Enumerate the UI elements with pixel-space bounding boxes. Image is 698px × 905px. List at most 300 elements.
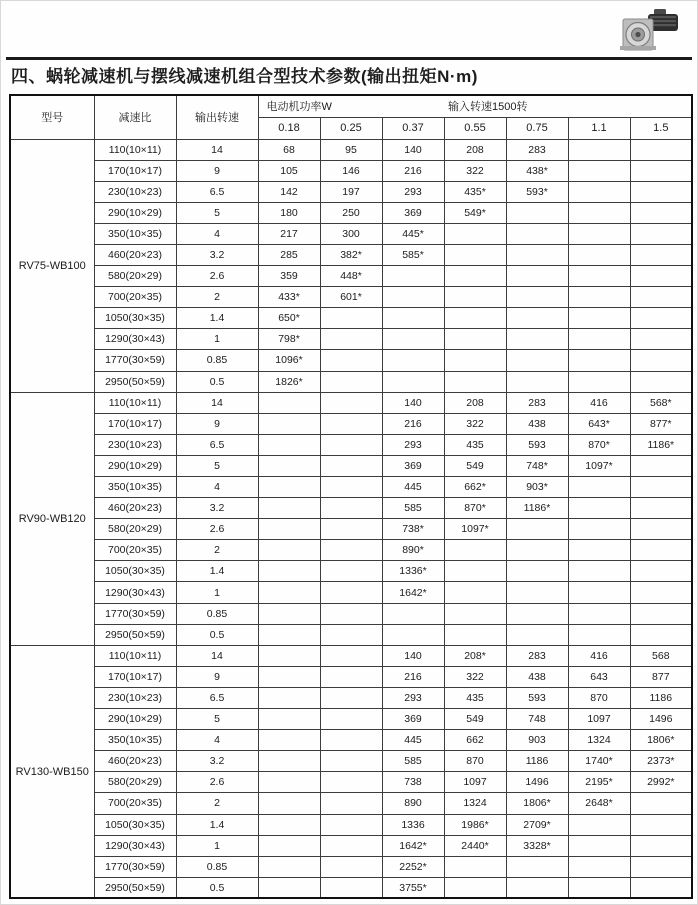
torque-value-cell <box>506 519 568 540</box>
table-row <box>10 181 692 202</box>
torque-value-cell <box>258 498 320 519</box>
torque-value-cell <box>258 582 320 603</box>
table-row <box>10 540 692 561</box>
torque-value-cell: 1496 <box>506 772 568 793</box>
output-speed-cell: 14 <box>176 645 258 666</box>
torque-value-cell <box>630 477 692 498</box>
torque-value-cell <box>630 266 692 287</box>
column-header-power-value: 0.37 <box>382 117 444 139</box>
table-row <box>10 582 692 603</box>
ratio-cell: 170(10×17) <box>94 666 176 687</box>
torque-value-cell: 208* <box>444 645 506 666</box>
torque-value-cell <box>382 329 444 350</box>
table-row <box>10 244 692 265</box>
torque-value-cell <box>506 371 568 392</box>
torque-value-cell: 369 <box>382 709 444 730</box>
torque-value-cell <box>320 519 382 540</box>
ratio-cell: 110(10×11) <box>94 645 176 666</box>
torque-value-cell: 438 <box>506 666 568 687</box>
torque-value-cell <box>258 687 320 708</box>
output-speed-cell: 5 <box>176 709 258 730</box>
torque-value-cell <box>320 371 382 392</box>
column-header-ratio: 减速比 <box>94 95 176 139</box>
torque-value-cell: 1096* <box>258 350 320 371</box>
column-header-power-value: 0.25 <box>320 117 382 139</box>
torque-value-cell <box>568 561 630 582</box>
torque-value-cell: 2992* <box>630 772 692 793</box>
torque-value-cell <box>258 540 320 561</box>
torque-value-cell <box>320 814 382 835</box>
torque-value-cell <box>630 139 692 160</box>
torque-value-cell: 445 <box>382 477 444 498</box>
torque-value-cell: 593 <box>506 434 568 455</box>
output-speed-cell: 1.4 <box>176 561 258 582</box>
torque-value-cell <box>506 603 568 624</box>
torque-value-cell <box>320 730 382 751</box>
torque-value-cell <box>630 350 692 371</box>
torque-value-cell <box>630 793 692 814</box>
table-row <box>10 266 692 287</box>
torque-value-cell: 208 <box>444 139 506 160</box>
torque-value-cell: 448* <box>320 266 382 287</box>
output-speed-cell: 2.6 <box>176 772 258 793</box>
torque-value-cell <box>444 877 506 898</box>
torque-value-cell <box>630 371 692 392</box>
column-header-power-value: 1.5 <box>630 117 692 139</box>
table-row <box>10 751 692 772</box>
ratio-cell: 580(20×29) <box>94 772 176 793</box>
ratio-cell: 230(10×23) <box>94 181 176 202</box>
torque-value-cell <box>568 202 630 223</box>
torque-value-cell: 877 <box>630 666 692 687</box>
torque-value-cell <box>382 624 444 645</box>
ratio-cell: 170(10×17) <box>94 160 176 181</box>
torque-value-cell: 890 <box>382 793 444 814</box>
torque-value-cell <box>320 308 382 329</box>
torque-value-cell: 1986* <box>444 814 506 835</box>
table-row <box>10 666 692 687</box>
torque-value-cell <box>258 561 320 582</box>
torque-value-cell <box>258 645 320 666</box>
torque-value-cell: 890* <box>382 540 444 561</box>
torque-value-cell: 643* <box>568 413 630 434</box>
column-header-output-speed: 输出转速 <box>176 95 258 139</box>
torque-value-cell: 217 <box>258 223 320 244</box>
torque-value-cell: 293 <box>382 687 444 708</box>
torque-value-cell <box>320 687 382 708</box>
torque-value-cell: 140 <box>382 645 444 666</box>
torque-value-cell <box>630 561 692 582</box>
ratio-cell: 700(20×35) <box>94 793 176 814</box>
torque-value-cell <box>630 160 692 181</box>
torque-value-cell <box>630 202 692 223</box>
torque-value-cell: 285 <box>258 244 320 265</box>
output-speed-cell: 6.5 <box>176 687 258 708</box>
output-speed-cell: 3.2 <box>176 244 258 265</box>
ratio-cell: 1290(30×43) <box>94 582 176 603</box>
ratio-cell: 230(10×23) <box>94 434 176 455</box>
column-header-power-value: 1.1 <box>568 117 630 139</box>
torque-value-cell <box>382 350 444 371</box>
torque-value-cell <box>320 666 382 687</box>
torque-value-cell <box>568 519 630 540</box>
table-row <box>10 835 692 856</box>
torque-value-cell <box>382 266 444 287</box>
torque-value-cell: 197 <box>320 181 382 202</box>
table-row <box>10 603 692 624</box>
torque-value-cell <box>320 877 382 898</box>
ratio-cell: 580(20×29) <box>94 266 176 287</box>
torque-value-cell <box>444 603 506 624</box>
table-row <box>10 455 692 476</box>
ratio-cell: 460(20×23) <box>94 244 176 265</box>
torque-value-cell: 870 <box>568 687 630 708</box>
output-speed-cell: 2.6 <box>176 266 258 287</box>
output-speed-cell: 1 <box>176 582 258 603</box>
torque-value-cell: 416 <box>568 392 630 413</box>
table-row <box>10 202 692 223</box>
torque-value-cell <box>568 835 630 856</box>
torque-value-cell <box>444 287 506 308</box>
table-row <box>10 856 692 877</box>
torque-value-cell <box>506 244 568 265</box>
output-speed-cell: 3.2 <box>176 751 258 772</box>
ratio-cell: 1770(30×59) <box>94 856 176 877</box>
torque-value-cell: 95 <box>320 139 382 160</box>
torque-value-cell: 433* <box>258 287 320 308</box>
torque-value-cell <box>320 624 382 645</box>
torque-value-cell <box>320 751 382 772</box>
torque-value-cell <box>568 181 630 202</box>
table-row <box>10 498 692 519</box>
torque-value-cell: 2440* <box>444 835 506 856</box>
ratio-cell: 1770(30×59) <box>94 603 176 624</box>
torque-value-cell: 738* <box>382 519 444 540</box>
torque-value-cell <box>320 413 382 434</box>
torque-value-cell: 601* <box>320 287 382 308</box>
column-header-power-group <box>258 95 692 117</box>
torque-value-cell <box>444 329 506 350</box>
torque-value-cell <box>258 666 320 687</box>
output-speed-cell: 1.4 <box>176 308 258 329</box>
torque-value-cell: 216 <box>382 413 444 434</box>
torque-value-cell <box>568 371 630 392</box>
torque-value-cell: 798* <box>258 329 320 350</box>
torque-value-cell: 438 <box>506 413 568 434</box>
torque-value-cell: 593* <box>506 181 568 202</box>
torque-value-cell: 2709* <box>506 814 568 835</box>
table-row <box>10 519 692 540</box>
torque-value-cell <box>630 603 692 624</box>
torque-value-cell: 322 <box>444 666 506 687</box>
torque-value-cell: 662* <box>444 477 506 498</box>
torque-value-cell <box>506 856 568 877</box>
table-row <box>10 413 692 434</box>
torque-value-cell: 283 <box>506 645 568 666</box>
torque-value-cell: 549 <box>444 709 506 730</box>
torque-value-cell <box>320 709 382 730</box>
torque-value-cell: 585 <box>382 498 444 519</box>
motor-power-label: 电动机功率W <box>266 101 332 114</box>
output-speed-cell: 2.6 <box>176 519 258 540</box>
table-row <box>10 730 692 751</box>
torque-value-cell <box>258 434 320 455</box>
torque-value-cell <box>630 519 692 540</box>
output-speed-cell: 0.5 <box>176 624 258 645</box>
torque-value-cell: 568 <box>630 645 692 666</box>
torque-value-cell: 877* <box>630 413 692 434</box>
header-divider <box>6 57 692 60</box>
torque-value-cell <box>320 582 382 603</box>
output-speed-cell: 2 <box>176 540 258 561</box>
torque-value-cell: 748 <box>506 709 568 730</box>
torque-value-cell <box>320 434 382 455</box>
torque-value-cell <box>630 455 692 476</box>
torque-value-cell <box>258 856 320 877</box>
torque-value-cell <box>444 540 506 561</box>
ratio-cell: 350(10×35) <box>94 223 176 244</box>
table-row <box>10 434 692 455</box>
torque-value-cell <box>444 350 506 371</box>
torque-value-cell: 1097 <box>444 772 506 793</box>
torque-value-cell: 903 <box>506 730 568 751</box>
torque-value-cell: 445 <box>382 730 444 751</box>
torque-value-cell: 322 <box>444 413 506 434</box>
torque-value-cell <box>320 772 382 793</box>
table-row <box>10 624 692 645</box>
torque-value-cell: 2252* <box>382 856 444 877</box>
torque-value-cell <box>568 603 630 624</box>
table-row <box>10 308 692 329</box>
output-speed-cell: 0.85 <box>176 603 258 624</box>
torque-value-cell: 293 <box>382 434 444 455</box>
table-row <box>10 561 692 582</box>
torque-value-cell: 3755* <box>382 877 444 898</box>
torque-value-cell: 870* <box>568 434 630 455</box>
torque-value-cell <box>320 540 382 561</box>
torque-value-cell: 748* <box>506 455 568 476</box>
torque-value-cell: 68 <box>258 139 320 160</box>
ratio-cell: 700(20×35) <box>94 540 176 561</box>
torque-value-cell: 1097* <box>444 519 506 540</box>
torque-value-cell <box>258 392 320 413</box>
torque-value-cell: 2648* <box>568 793 630 814</box>
torque-value-cell: 435 <box>444 434 506 455</box>
torque-value-cell <box>320 856 382 877</box>
torque-value-cell: 105 <box>258 160 320 181</box>
torque-value-cell: 1740* <box>568 751 630 772</box>
output-speed-cell: 1.4 <box>176 814 258 835</box>
output-speed-cell: 4 <box>176 477 258 498</box>
torque-value-cell <box>320 835 382 856</box>
torque-value-cell <box>568 329 630 350</box>
ratio-cell: 1290(30×43) <box>94 329 176 350</box>
output-speed-cell: 0.5 <box>176 371 258 392</box>
torque-value-cell: 585* <box>382 244 444 265</box>
torque-value-cell: 140 <box>382 139 444 160</box>
torque-value-cell <box>320 477 382 498</box>
torque-value-cell: 1642* <box>382 582 444 603</box>
torque-value-cell <box>630 181 692 202</box>
output-speed-cell: 14 <box>176 392 258 413</box>
ratio-cell: 2950(50×59) <box>94 624 176 645</box>
torque-value-cell: 322 <box>444 160 506 181</box>
torque-value-cell <box>320 603 382 624</box>
output-speed-cell: 5 <box>176 455 258 476</box>
torque-value-cell <box>444 266 506 287</box>
torque-value-cell <box>568 160 630 181</box>
torque-value-cell: 250 <box>320 202 382 223</box>
torque-value-cell: 2195* <box>568 772 630 793</box>
output-speed-cell: 14 <box>176 139 258 160</box>
ratio-cell: 1770(30×59) <box>94 350 176 371</box>
output-speed-cell: 2 <box>176 793 258 814</box>
table-row <box>10 877 692 898</box>
table-row <box>10 223 692 244</box>
table-row <box>10 287 692 308</box>
torque-value-cell: 643 <box>568 666 630 687</box>
output-speed-cell: 5 <box>176 202 258 223</box>
torque-value-cell: 300 <box>320 223 382 244</box>
torque-value-cell <box>630 856 692 877</box>
torque-value-cell <box>258 477 320 498</box>
torque-value-cell: 142 <box>258 181 320 202</box>
torque-value-cell: 1806* <box>630 730 692 751</box>
ratio-cell: 350(10×35) <box>94 477 176 498</box>
torque-value-cell <box>630 540 692 561</box>
torque-value-cell <box>506 266 568 287</box>
torque-value-cell: 283 <box>506 392 568 413</box>
table-row <box>10 477 692 498</box>
torque-value-cell: 140 <box>382 392 444 413</box>
torque-value-cell: 1336* <box>382 561 444 582</box>
torque-value-cell: 585 <box>382 751 444 772</box>
torque-value-cell <box>258 772 320 793</box>
table-row <box>10 814 692 835</box>
output-speed-cell: 4 <box>176 223 258 244</box>
torque-value-cell <box>630 624 692 645</box>
torque-value-cell <box>258 877 320 898</box>
torque-value-cell: 1097* <box>568 455 630 476</box>
torque-value-cell <box>568 814 630 835</box>
torque-value-cell <box>568 540 630 561</box>
torque-value-cell <box>506 624 568 645</box>
torque-value-cell <box>630 244 692 265</box>
torque-value-cell: 549 <box>444 455 506 476</box>
output-speed-cell: 1 <box>176 835 258 856</box>
torque-value-cell: 369 <box>382 455 444 476</box>
torque-value-cell <box>258 793 320 814</box>
torque-value-cell <box>506 350 568 371</box>
torque-value-cell <box>568 856 630 877</box>
torque-value-cell: 208 <box>444 392 506 413</box>
torque-value-cell <box>568 139 630 160</box>
table-row <box>10 392 692 413</box>
ratio-cell: 1050(30×35) <box>94 561 176 582</box>
torque-value-cell <box>258 603 320 624</box>
torque-value-cell <box>630 814 692 835</box>
ratio-cell: 2950(50×59) <box>94 371 176 392</box>
table-row <box>10 793 692 814</box>
torque-value-cell <box>320 561 382 582</box>
torque-value-cell: 1097 <box>568 709 630 730</box>
ratio-cell: 700(20×35) <box>94 287 176 308</box>
ratio-cell: 1050(30×35) <box>94 308 176 329</box>
torque-value-cell: 416 <box>568 645 630 666</box>
torque-value-cell <box>568 266 630 287</box>
ratio-cell: 290(10×29) <box>94 709 176 730</box>
torque-value-cell: 738 <box>382 772 444 793</box>
output-speed-cell: 6.5 <box>176 434 258 455</box>
torque-value-cell: 435 <box>444 687 506 708</box>
output-speed-cell: 9 <box>176 160 258 181</box>
ratio-cell: 2950(50×59) <box>94 877 176 898</box>
ratio-cell: 110(10×11) <box>94 392 176 413</box>
torque-value-cell <box>568 877 630 898</box>
ratio-cell: 170(10×17) <box>94 413 176 434</box>
torque-value-cell <box>382 287 444 308</box>
column-header-power-value: 0.55 <box>444 117 506 139</box>
table-row <box>10 329 692 350</box>
spec-table <box>9 94 693 899</box>
torque-value-cell: 650* <box>258 308 320 329</box>
torque-value-cell <box>568 582 630 603</box>
torque-value-cell <box>506 561 568 582</box>
torque-value-cell <box>444 561 506 582</box>
torque-value-cell <box>320 645 382 666</box>
torque-value-cell <box>382 603 444 624</box>
output-speed-cell: 2 <box>176 287 258 308</box>
ratio-cell: 110(10×11) <box>94 139 176 160</box>
torque-value-cell <box>568 223 630 244</box>
torque-value-cell: 1186* <box>506 498 568 519</box>
torque-value-cell <box>630 308 692 329</box>
ratio-cell: 1290(30×43) <box>94 835 176 856</box>
torque-value-cell <box>506 308 568 329</box>
torque-value-cell <box>258 814 320 835</box>
table-row <box>10 160 692 181</box>
torque-value-cell <box>630 329 692 350</box>
torque-value-cell: 216 <box>382 666 444 687</box>
torque-value-cell <box>444 308 506 329</box>
ratio-cell: 580(20×29) <box>94 519 176 540</box>
torque-value-cell: 1336 <box>382 814 444 835</box>
torque-value-cell: 568* <box>630 392 692 413</box>
torque-value-cell: 369 <box>382 202 444 223</box>
output-speed-cell: 4 <box>176 730 258 751</box>
page-title: 四、蜗轮减速机与摆线减速机组合型技术参数(输出扭矩N·m) <box>11 67 478 86</box>
torque-value-cell <box>258 835 320 856</box>
torque-value-cell <box>320 350 382 371</box>
output-speed-cell: 0.5 <box>176 877 258 898</box>
column-header-power-value: 0.75 <box>506 117 568 139</box>
torque-value-cell: 1826* <box>258 371 320 392</box>
torque-value-cell <box>444 856 506 877</box>
torque-value-cell <box>444 244 506 265</box>
output-speed-cell: 6.5 <box>176 181 258 202</box>
torque-value-cell <box>320 498 382 519</box>
torque-value-cell <box>568 287 630 308</box>
torque-value-cell <box>444 582 506 603</box>
torque-value-cell <box>320 793 382 814</box>
torque-value-cell <box>568 308 630 329</box>
torque-value-cell: 593 <box>506 687 568 708</box>
ratio-cell: 1050(30×35) <box>94 814 176 835</box>
model-cell: RV90-WB120 <box>10 392 94 645</box>
torque-value-cell <box>320 455 382 476</box>
torque-value-cell <box>506 223 568 244</box>
output-speed-cell: 0.85 <box>176 856 258 877</box>
